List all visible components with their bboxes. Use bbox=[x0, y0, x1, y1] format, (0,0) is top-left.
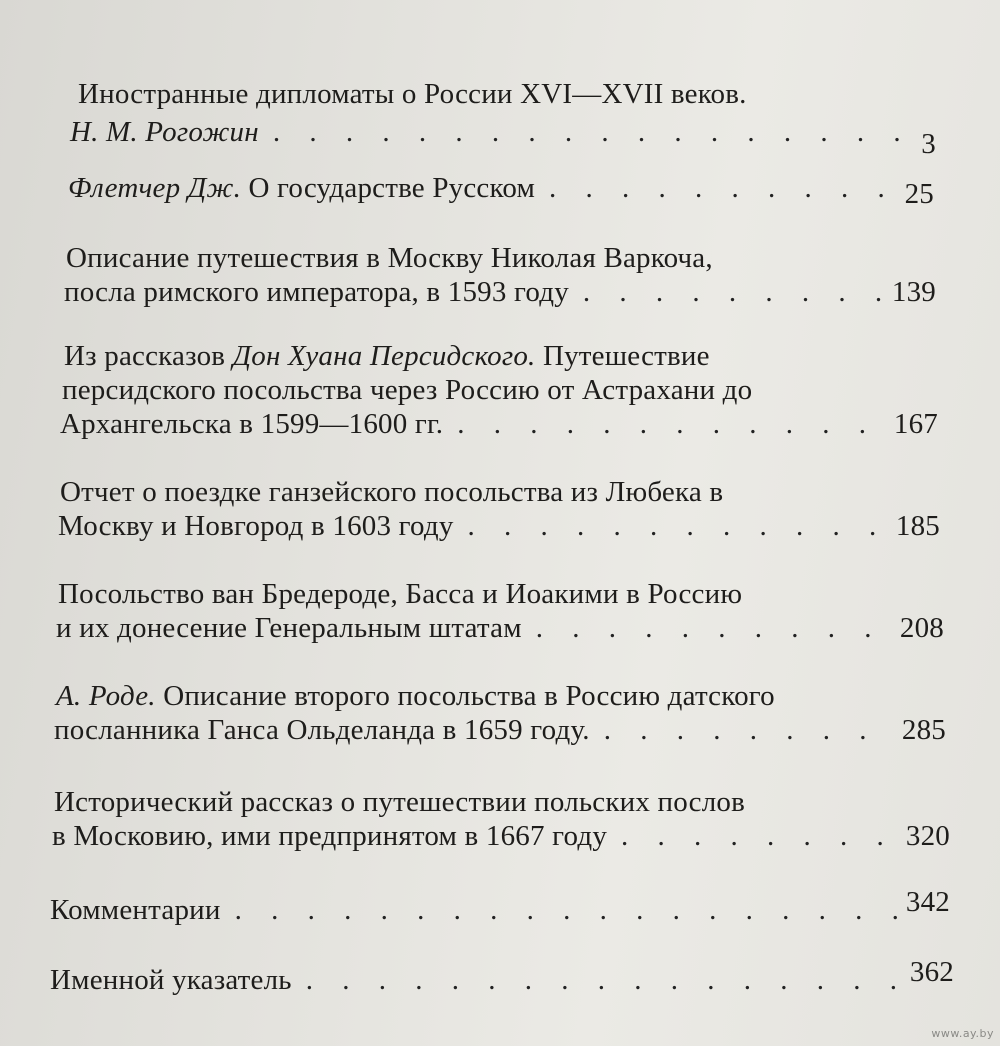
toc-entry-1-leader bbox=[273, 114, 913, 150]
toc-entry-6-last-line bbox=[56, 610, 944, 646]
toc-entry-6-line-1: Посольство ван Бредероде, Басса и Иоакими в Россию bbox=[58, 578, 743, 610]
toc-entry-3-leader bbox=[583, 274, 884, 310]
toc-entry-9-page: 342 bbox=[905, 886, 950, 918]
toc-entry-4-title: Архангельска в 1599—1600 гг. bbox=[60, 408, 444, 440]
toc-entry-7-last-line bbox=[54, 712, 946, 748]
toc-entry-7-line-1 bbox=[56, 678, 775, 714]
toc-entry-4-line-2: персидского посольства через Россию от Астрахани до bbox=[62, 374, 753, 406]
toc-entry-8-title: в Московию, ими предпринятом в 1667 году bbox=[52, 820, 608, 852]
toc-entry-8-leader bbox=[621, 818, 898, 854]
watermark: www.ay.by bbox=[931, 1027, 994, 1040]
toc-entry-4-page: 167 bbox=[893, 408, 938, 440]
toc-entry-4-last-line bbox=[60, 406, 938, 442]
toc-entry-6-title: и их донесение Генеральным штатам bbox=[56, 612, 522, 644]
toc-entry-4-prefix: Из рассказов bbox=[64, 340, 233, 372]
toc-entry-7-title-start: Описание второго посольства в Россию датского bbox=[155, 680, 775, 712]
toc-entry-9-last-line bbox=[50, 886, 950, 928]
toc-entry-7-page: 285 bbox=[901, 714, 946, 746]
toc-entry-3-title: посла римского императора, в 1593 году bbox=[64, 276, 569, 308]
toc-entry-3-last-line bbox=[64, 274, 936, 310]
toc-entry-10-title: Именной указатель bbox=[50, 964, 292, 996]
toc-entry-9-leader bbox=[235, 892, 898, 928]
toc-entry-3-page: 139 bbox=[891, 276, 936, 308]
toc-entry-8-page: 320 bbox=[905, 820, 950, 852]
toc-entry-2-page: 25 bbox=[904, 178, 934, 210]
toc-entry-4-suffix: Путешествие bbox=[535, 340, 710, 372]
toc-entry-2-leader bbox=[549, 170, 897, 206]
toc-entry-5-line-1: Отчет о поездке ганзейского посольства из Любека в bbox=[60, 476, 724, 508]
toc-entry-8-line-1: Исторический рассказ о путешествии польских послов bbox=[54, 786, 746, 818]
toc-entry-7-author: А. Роде. bbox=[56, 680, 156, 712]
toc-entry-1-author: Н. М. Рогожин bbox=[70, 116, 259, 148]
toc-entry-10-leader bbox=[306, 962, 902, 998]
toc-entry-1-page: 3 bbox=[921, 128, 936, 160]
toc-entry-4-line-1 bbox=[64, 338, 710, 374]
toc-entry-2-last-line bbox=[68, 170, 934, 210]
toc-entry-5-last-line bbox=[58, 508, 940, 544]
toc-entry-8-last-line bbox=[52, 818, 950, 854]
toc-entry-5-page: 185 bbox=[895, 510, 940, 542]
toc-entry-2-title: О государстве Русском bbox=[241, 172, 536, 204]
toc-entry-9-title: Комментарии bbox=[50, 894, 221, 926]
toc-entry-6-page: 208 bbox=[899, 612, 944, 644]
toc-entry-10-page: 362 bbox=[909, 956, 954, 988]
toc-entry-4-leader bbox=[457, 406, 886, 442]
toc-entry-2-author: Флетчер Дж. bbox=[68, 172, 242, 204]
toc-entry-1-last-line bbox=[70, 114, 936, 160]
toc-entry-7-title: посланника Ганса Ольделанда в 1659 году. bbox=[54, 714, 590, 746]
toc-entry-4-author: Дон Хуана Персидского. bbox=[232, 340, 536, 372]
toc-entry-7-leader bbox=[604, 712, 894, 748]
toc-entry-1-line-1: Иностранные дипломаты о России XVI—XVII веков. bbox=[78, 78, 747, 110]
toc-entry-5-title: Москву и Новгород в 1603 году bbox=[58, 510, 454, 542]
toc-entry-3-line-1: Описание путешествия в Москву Николая Варкоча, bbox=[66, 242, 713, 274]
toc-entry-10-last-line bbox=[50, 956, 954, 998]
toc-entry-6-leader bbox=[536, 610, 892, 646]
toc-entry-5-leader bbox=[468, 508, 888, 544]
